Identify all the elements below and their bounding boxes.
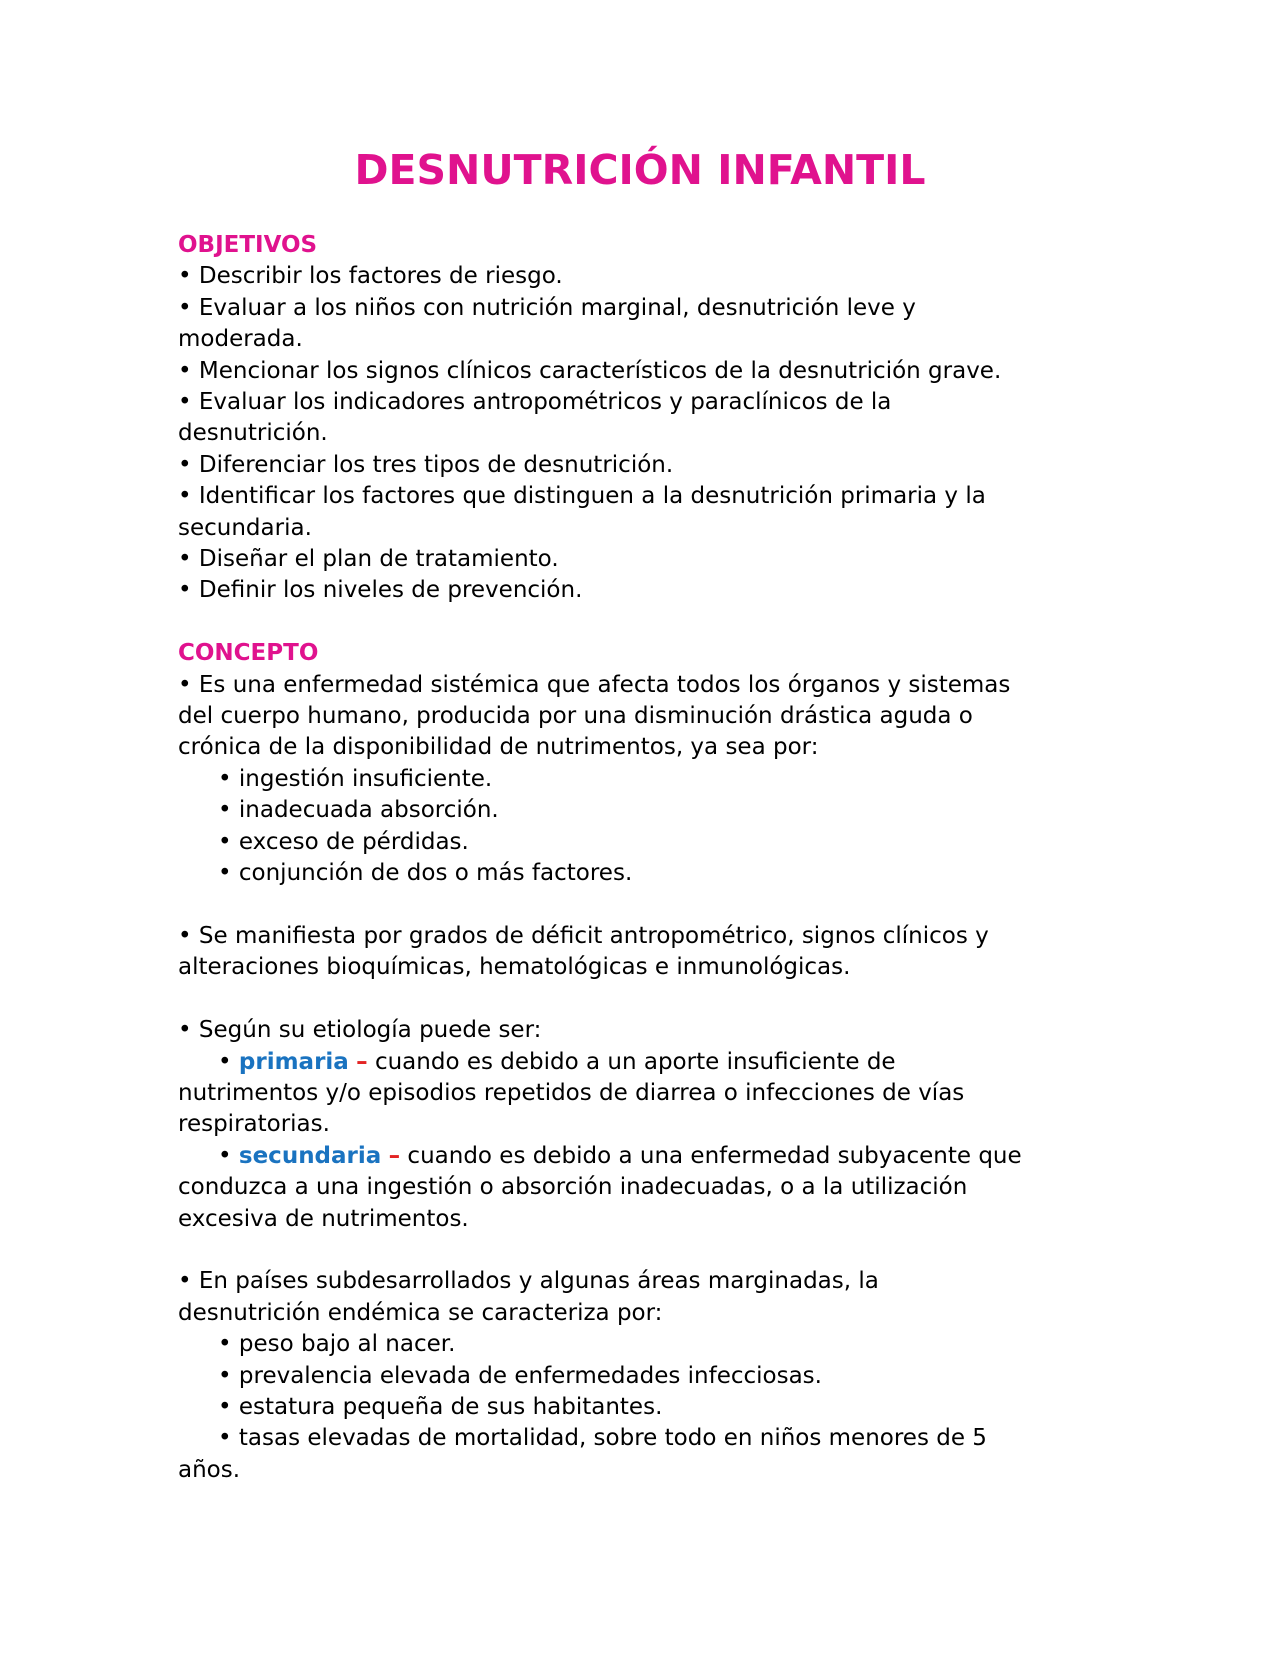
bullet: • [218, 1142, 232, 1169]
sub-list-item: • peso bajo al nacer. [218, 1331, 456, 1358]
list-item-continuation: desnutrición. [178, 420, 328, 447]
list-item: • Diseñar el plan de tratamiento. [178, 546, 559, 573]
paragraph-line: alteraciones bioquímicas, hematológicas e inmunológicas. [178, 954, 851, 981]
list-item-continuation: secundaria. [178, 514, 312, 541]
paragraph-line: nutrimentos y/o episodios repetidos de diarrea o infecciones de vías [178, 1079, 965, 1106]
bullet: • [218, 1425, 232, 1452]
bullet: • [178, 1268, 192, 1295]
bullet: • [178, 671, 192, 698]
spacer [178, 1235, 1118, 1266]
bullet: • [178, 1017, 192, 1044]
list-item: • Identificar los factores que distinguen a la desnutrición primaria y la [178, 483, 986, 510]
document-title: DESNUTRICIÓN INFANTIL [354, 146, 926, 194]
bullet: • [178, 577, 192, 604]
list-item: • Evaluar a los niños con nutrición marginal, desnutrición leve y [178, 294, 916, 321]
sub-list-item: • estatura pequeña de sus habitantes. [218, 1393, 663, 1420]
paragraph-line: • Se manifiesta por grados de déficit antropométrico, signos clínicos y [178, 922, 989, 949]
bullet: • [218, 1362, 232, 1389]
paragraph-line: desnutrición endémica se caracteriza por: [178, 1299, 663, 1326]
sub-list-item: • conjunción de dos o más factores. [218, 860, 633, 887]
bullet: • [178, 263, 192, 290]
bullet: • [178, 294, 192, 321]
spacer [178, 984, 1118, 1015]
bullet: • [178, 357, 192, 384]
paragraph-line: conduzca a una ingestión o absorción inadecuadas, o a la utilización [178, 1174, 968, 1201]
bullet: • [218, 828, 232, 855]
sub-list-item-secundaria: • secundaria – cuando es debido a una enfermedad subyacente que [218, 1142, 1022, 1169]
list-item: • Mencionar los signos clínicos característicos de la desnutrición grave. [178, 357, 1002, 384]
bullet: • [218, 1331, 232, 1358]
paragraph-line: respiratorias. [178, 1111, 330, 1138]
paragraph-line: años. [178, 1456, 241, 1483]
bullet: • [178, 922, 192, 949]
term-dash: – [356, 1048, 368, 1075]
sub-list-item: • prevalencia elevada de enfermedades infecciosas. [218, 1362, 822, 1389]
sub-list-item: • inadecuada absorción. [218, 797, 499, 824]
paragraph-line: • Según su etiología puede ser: [178, 1017, 542, 1044]
list-item: • Evaluar los indicadores antropométricos y paraclínicos de la [178, 389, 892, 416]
bullet: • [218, 1048, 232, 1075]
list-item: • Definir los niveles de prevención. [178, 577, 583, 604]
section-heading-concepto: CONCEPTO [178, 640, 319, 667]
spacer [178, 607, 1118, 638]
term-primaria: primaria [238, 1048, 349, 1075]
spacer [178, 890, 1118, 921]
bullet: • [218, 1393, 232, 1420]
sub-list-item: • exceso de pérdidas. [218, 828, 469, 855]
list-item: • Describir los factores de riesgo. [178, 263, 563, 290]
bullet: • [178, 389, 192, 416]
document-body [178, 230, 1118, 1486]
sub-list-item-primaria: • primaria – cuando es debido a un aporte insuficiente de [218, 1048, 896, 1075]
paragraph-line: • Es una enfermedad sistémica que afecta todos los órganos y sistemas [178, 671, 1011, 698]
term-secundaria: secundaria [238, 1142, 382, 1169]
paragraph-line: crónica de la disponibilidad de nutrimentos, ya sea por: [178, 734, 819, 761]
paragraph-line: del cuerpo humano, producida por una disminución drástica aguda o [178, 703, 973, 730]
bullet: • [178, 451, 192, 478]
bullet: • [218, 860, 232, 887]
bullet: • [178, 546, 192, 573]
list-item-continuation: moderada. [178, 326, 303, 353]
bullet: • [218, 765, 232, 792]
paragraph-line: • En países subdesarrollados y algunas áreas marginadas, la [178, 1268, 879, 1295]
bullet: • [218, 797, 232, 824]
bullet: • [178, 483, 192, 510]
term-dash: – [388, 1142, 401, 1169]
list-item: • Diferenciar los tres tipos de desnutrición. [178, 451, 674, 478]
sub-list-item: • ingestión insuficiente. [218, 765, 493, 792]
section-heading-objetivos: OBJETIVOS [178, 232, 318, 258]
sub-list-item: • tasas elevadas de mortalidad, sobre todo en niños menores de 5 [218, 1425, 987, 1452]
paragraph-line: excesiva de nutrimentos. [178, 1205, 469, 1232]
